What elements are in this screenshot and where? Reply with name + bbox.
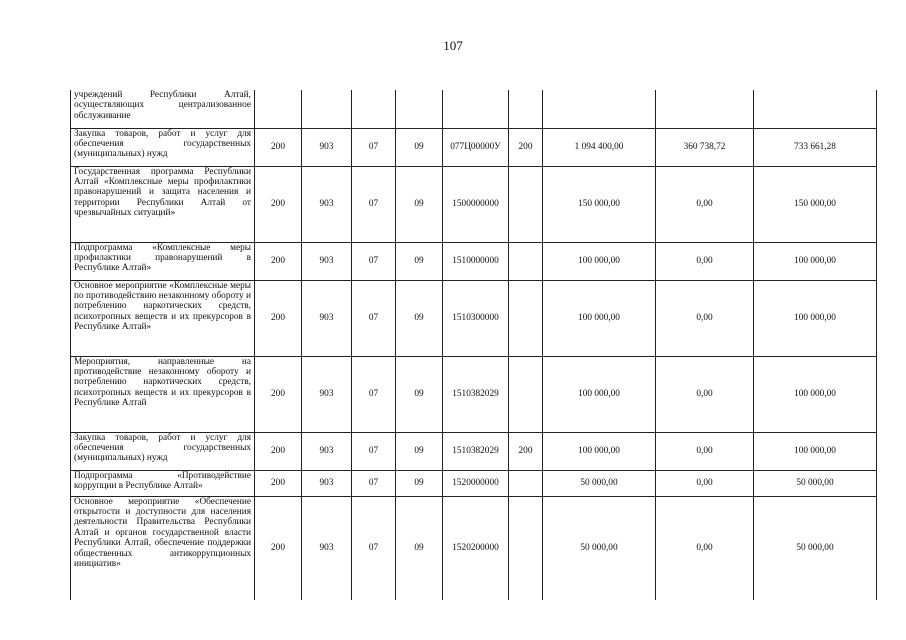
row-gr-code xyxy=(255,90,302,128)
row-executed-amount: 0,00 xyxy=(656,496,754,600)
row-name: Мероприятия, направленные на противодействие незаконному обороту и потреблению наркотических средств, психотропных веществ и их прекурсоров в Республике Алтай xyxy=(71,356,255,432)
table-row xyxy=(71,356,877,432)
row-expense-type xyxy=(509,90,543,128)
row-section-code: 07 xyxy=(352,496,396,600)
row-section-code: 07 xyxy=(352,166,396,242)
row-remaining-amount: 50 000,00 xyxy=(754,470,877,496)
row-planned-amount: 100 000,00 xyxy=(543,280,656,356)
row-executed-amount: 0,00 xyxy=(656,242,754,280)
table-row xyxy=(71,470,877,496)
row-planned-amount xyxy=(543,90,656,128)
row-target-article: 077Ц00000У xyxy=(443,128,509,166)
row-subsection-code: 09 xyxy=(396,280,443,356)
row-name: Закупка товаров, работ и услуг для обеспечения государственных (муниципальных) нужд xyxy=(71,432,255,470)
row-planned-amount: 100 000,00 xyxy=(543,242,656,280)
row-name: Основное мероприятие «Обеспечение открытости и доступности для населения деятельности Правительства Республики Алтай и органов государственной власти Республики Алтай, обеспечение поддержки общественных антикоррупционных инициатив» xyxy=(71,496,255,600)
table-row xyxy=(71,280,877,356)
row-planned-amount: 1 094 400,00 xyxy=(543,128,656,166)
row-admin-code: 903 xyxy=(302,470,352,496)
row-planned-amount: 50 000,00 xyxy=(543,470,656,496)
row-expense-type: 200 xyxy=(509,128,543,166)
row-executed-amount: 0,00 xyxy=(656,166,754,242)
row-expense-type xyxy=(509,242,543,280)
row-gr-code: 200 xyxy=(255,496,302,600)
row-section-code xyxy=(352,90,396,128)
row-gr-code: 200 xyxy=(255,432,302,470)
row-gr-code: 200 xyxy=(255,356,302,432)
row-target-article: 1510300000 xyxy=(443,280,509,356)
table-row xyxy=(71,496,877,600)
row-subsection-code: 09 xyxy=(396,496,443,600)
row-admin-code: 903 xyxy=(302,280,352,356)
row-subsection-code: 09 xyxy=(396,356,443,432)
row-name: Подпрограмма «Комплексные меры профилактики правонарушений в Республике Алтай» xyxy=(71,242,255,280)
row-section-code: 07 xyxy=(352,432,396,470)
row-subsection-code: 09 xyxy=(396,432,443,470)
row-executed-amount: 360 738,72 xyxy=(656,128,754,166)
row-admin-code: 903 xyxy=(302,128,352,166)
row-expense-type xyxy=(509,470,543,496)
row-executed-amount: 0,00 xyxy=(656,432,754,470)
row-remaining-amount: 50 000,00 xyxy=(754,496,877,600)
row-executed-amount xyxy=(656,90,754,128)
table-row xyxy=(71,90,877,128)
row-section-code: 07 xyxy=(352,470,396,496)
table-row xyxy=(71,432,877,470)
row-admin-code: 903 xyxy=(302,356,352,432)
row-remaining-amount: 100 000,00 xyxy=(754,356,877,432)
row-expense-type xyxy=(509,496,543,600)
row-gr-code: 200 xyxy=(255,128,302,166)
row-gr-code: 200 xyxy=(255,166,302,242)
row-subsection-code: 09 xyxy=(396,470,443,496)
row-admin-code: 903 xyxy=(302,242,352,280)
row-subsection-code: 09 xyxy=(396,242,443,280)
page-number: 107 xyxy=(443,38,463,53)
row-name: учреждений Республики Алтай, осуществляющих централизованное обслуживание xyxy=(71,90,255,128)
row-remaining-amount: 100 000,00 xyxy=(754,280,877,356)
row-section-code: 07 xyxy=(352,128,396,166)
row-expense-type xyxy=(509,166,543,242)
row-target-article xyxy=(443,90,509,128)
row-target-article: 1510382029 xyxy=(443,356,509,432)
row-target-article: 1500000000 xyxy=(443,166,509,242)
row-executed-amount: 0,00 xyxy=(656,356,754,432)
row-planned-amount: 100 000,00 xyxy=(543,432,656,470)
row-remaining-amount xyxy=(754,90,877,128)
row-expense-type xyxy=(509,356,543,432)
row-planned-amount: 150 000,00 xyxy=(543,166,656,242)
row-target-article: 1520200000 xyxy=(443,496,509,600)
row-remaining-amount: 150 000,00 xyxy=(754,166,877,242)
table-row xyxy=(71,242,877,280)
row-remaining-amount: 100 000,00 xyxy=(754,242,877,280)
row-subsection-code xyxy=(396,90,443,128)
row-name: Государственная программа Республики Алтай «Комплексные меры профилактики правонарушений и защита населения и территории Республики Алтай от чрезвычайных ситуаций» xyxy=(71,166,255,242)
row-gr-code: 200 xyxy=(255,280,302,356)
row-target-article: 1520000000 xyxy=(443,470,509,496)
row-target-article: 1510000000 xyxy=(443,242,509,280)
row-expense-type xyxy=(509,280,543,356)
budget-table xyxy=(70,90,877,600)
row-section-code: 07 xyxy=(352,280,396,356)
row-admin-code: 903 xyxy=(302,166,352,242)
table-row xyxy=(71,128,877,166)
budget-table-body xyxy=(71,90,877,600)
row-remaining-amount: 733 661,28 xyxy=(754,128,877,166)
table-row xyxy=(71,166,877,242)
row-target-article: 1510382029 xyxy=(443,432,509,470)
row-name: Закупка товаров, работ и услуг для обеспечения государственных (муниципальных) нужд xyxy=(71,128,255,166)
row-executed-amount: 0,00 xyxy=(656,470,754,496)
row-gr-code: 200 xyxy=(255,470,302,496)
row-section-code: 07 xyxy=(352,356,396,432)
row-planned-amount: 50 000,00 xyxy=(543,496,656,600)
row-admin-code: 903 xyxy=(302,432,352,470)
row-expense-type: 200 xyxy=(509,432,543,470)
row-executed-amount: 0,00 xyxy=(656,280,754,356)
row-gr-code: 200 xyxy=(255,242,302,280)
row-remaining-amount: 100 000,00 xyxy=(754,432,877,470)
row-admin-code xyxy=(302,90,352,128)
row-admin-code: 903 xyxy=(302,496,352,600)
row-section-code: 07 xyxy=(352,242,396,280)
row-name: Основное мероприятие «Комплексные меры по противодействию незаконному обороту и потреблению наркотических средств, психотропных веществ и их прекурсоров в Республике Алтай» xyxy=(71,280,255,356)
row-planned-amount: 100 000,00 xyxy=(543,356,656,432)
row-name: Подпрограмма «Противодействие коррупции в Республике Алтай» xyxy=(71,470,255,496)
row-subsection-code: 09 xyxy=(396,128,443,166)
row-subsection-code: 09 xyxy=(396,166,443,242)
